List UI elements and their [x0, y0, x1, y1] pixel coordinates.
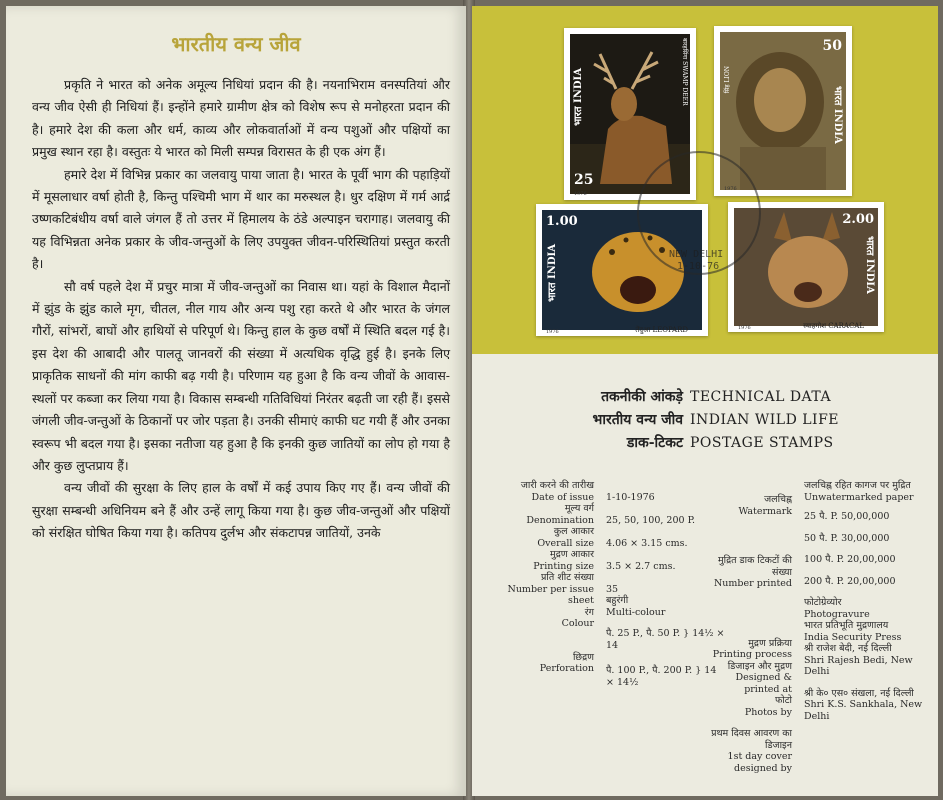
value-denomination: 25, 50, 100, 200 P.: [606, 514, 696, 526]
label-hi: मूल्य वर्ग: [564, 503, 594, 514]
label: Number per issue sheet: [507, 583, 594, 606]
essay-paragraph: हमारे देश में विभिन्न प्रकार का जलवायु पाया जाता है। भारत के पूर्वी भाग की पहाड़ियों में मूसलाधार वर्षा होती है, किन्तु पश्चिमी भाग में थार का मरुस्थल है। धुर दक्षिण में गर्म आर्द्र उष्णकटिबंधीय वर्षा वाले जंगल हैं तो उत्तर में हिमालय के ठंडे अल्पाइन चरागाह। जलवायु की यह विभिन्नता अनेक प्रकार के जीव-जन्तुओं के लिए उपयुक्त जीवन-परिस्थितियां प्रस्तुत करती है।: [32, 166, 450, 272]
heading-hi-1: तकनीकी आंकड़े: [601, 389, 683, 405]
perforation-group-2: पै. 100 P., पै. 200 P. } 14 × 14½: [606, 665, 717, 688]
stamp-country: भारत INDIA: [832, 86, 843, 144]
value-printing-size: 3.5 × 2.7 cms.: [606, 560, 676, 572]
value-fdc: Shri K.S. Sankhala, New Delhi: [804, 699, 923, 722]
printed-row: 25 पै. P. 50,00,000: [804, 511, 890, 522]
value-fdc-hi: श्री के० एस० संखला, नई दिल्ली: [804, 687, 914, 699]
stamp-year: 1976: [724, 186, 737, 192]
label-hi: डिजाइन और मुद्रण: [727, 660, 792, 672]
value-colour: Multi-colour: [606, 606, 666, 618]
value-process-hi: फोटोग्रेव्योर: [804, 597, 842, 608]
label: Overall size: [537, 537, 594, 549]
label: Watermark: [738, 505, 792, 517]
heading-en-3: POSTAGE STAMPS: [690, 435, 834, 451]
label-hi: फोटो: [774, 695, 792, 706]
value-photos: Shri Rajesh Bedi, New Delhi: [804, 654, 913, 677]
stamp-year: 1976: [546, 329, 559, 335]
stamp-value: 1.00: [546, 214, 578, 229]
stamp-year: 1976: [738, 325, 751, 331]
stamp-animal-name: तेंदुआ LEOPARD: [635, 326, 688, 334]
value-printer-hi: भारत प्रतिभूति मुद्रणालय: [804, 620, 889, 631]
label: 1st day cover designed by: [727, 751, 792, 774]
essay-paragraph: प्रकृति ने भारत को अनेक अमूल्य निधियां प्रदान की है। नयनाभिराम वनस्पतियां और वन्य जीव ऐसी ही निधियां हैं। इन्होंने हमारे ग्रामीण क्षेत्र को विशेष रूप से मनोहरता प्रदान की है। हमारे देश की कला और धर्म, काव्य और लोकवार्ताओं में वन्य पशुओं और पक्षियों का प्रमुख स्थान रहा है। वस्तुतः ये भारत को मिली सम्पन्न विरासत के ही एक अंग हैं।: [32, 77, 450, 160]
postmark-date: 1-10-76: [677, 261, 720, 272]
stamp-year: 1976: [574, 191, 587, 197]
value-overall-size: 4.06 × 3.15 cms.: [606, 537, 688, 549]
stamp-animal-name: बारहसिंगा SWAMP DEER: [681, 38, 688, 106]
stamp-country: भारत INDIA: [573, 68, 584, 126]
essay-text: [32, 74, 450, 545]
stamp-animal-name: सिंह LION: [724, 66, 731, 94]
label-hi: जलचिह्न: [764, 494, 792, 505]
essay-paragraph: सौ वर्ष पहले देश में प्रचुर मात्रा में जीव-जन्तुओं का निवास था। यहां के विशाल मैदानों में झुंड के झुंड काले मृग, चीतल, नील गाय और अन्य पशु रहा करते थे और भारत के जंगल गौरों, सांभरों, बाघों और हाथियों से परिपूर्ण थे। किन्तु हाल के कुछ वर्षों में स्थिति बदल गई है। इस देश की आबादी और पालतू जानवरों की संख्या में अत्यधिक वृद्धि हुई है। इनके लिए प्राकृतिक साधनों की मांग काफी बढ़ गयी है। परिणाम यह हुआ है कि वन्य जीवों के आवास-स्थलों पर कब्जा कर लिया गया है। विकास सम्बन्धी गतिविधियां निरंतर बढ़ती जा रही हैं। इससे जंगली जीव-जन्तुओं के ठिकानों पर जोर पड़ता है। उनकी सीमाएं काफी घट गयी हैं और उनका स्वरूप भी बदल गया है। इसका नतीजा यह हुआ है कि इनकी कुछ जातियों का लोप हो गया है और कुछ लुप्तप्राय हैं।: [32, 278, 450, 473]
heading-hi-2: भारतीय वन्य जीव: [592, 412, 683, 428]
value-watermark: Unwatermarked paper: [804, 491, 914, 503]
label: Colour: [561, 618, 594, 629]
label: Designed & printed at: [735, 672, 792, 695]
perforation-group-1: पै. 25 P., पै. 50 P. } 14½ × 14: [606, 628, 725, 651]
stamp-value: 2.00: [842, 212, 874, 227]
label-hi: प्रति शीट संख्या: [541, 572, 594, 583]
stamp-country: भारत INDIA: [864, 236, 875, 294]
page-title: भारतीय वन्य जीव: [171, 32, 301, 56]
printed-row: 50 पै. P. 30,00,000: [804, 532, 890, 544]
heading-en-1: TECHNICAL DATA: [690, 389, 832, 405]
value-process: Photogravure: [804, 608, 870, 620]
value-colour-hi: बहुरंगी: [606, 595, 629, 606]
value-photos-hi: श्री राजेश बेदी, नई दिल्ली: [804, 643, 892, 654]
label: Printing process: [712, 649, 792, 660]
label-hi: मुद्रण आकार: [550, 549, 594, 560]
right-page: [472, 6, 938, 796]
heading-hi-3: डाक-टिकट: [626, 435, 683, 451]
heading-en-2: INDIAN WILD LIFE: [690, 412, 839, 428]
stamp-value: 25: [574, 172, 594, 188]
label: Printing size: [533, 560, 594, 572]
stamp-country: भारत INDIA: [547, 244, 558, 302]
label: Denomination: [526, 514, 594, 526]
label-hi: मुद्रित डाक टिकटों की संख्या: [717, 555, 792, 578]
label-hi: मुद्रण प्रक्रिया: [748, 637, 792, 649]
label: Date of issue: [531, 491, 594, 503]
value-per-sheet: 35: [606, 583, 619, 595]
stamp-panel: [472, 6, 938, 354]
left-page: [6, 6, 466, 796]
label-hi: छिद्रण: [572, 651, 594, 663]
postmark-cancel: [637, 151, 761, 275]
essay-paragraph: वन्य जीवों की सुरक्षा के लिए हाल के वर्षों में कई उपाय किए गए हैं। वन्य जीवों की सुरक्षा सम्बन्धी अधिनियम बने हैं और उन्हें लागू किया गया है। कुछ जीव-जन्तुओं और पक्षियों को संरक्षित घोषित किया गया है। कतिपय दुर्लभ और संकटापन्न जातियों, उनके: [32, 480, 450, 541]
label-hi: प्रथम दिवस आवरण का डिजाइन: [711, 728, 792, 751]
label-hi: कुल आकार: [553, 526, 594, 537]
value-printer: India Security Press: [804, 631, 902, 643]
value-watermark-hi: जलचिह्न रहित कागज पर मुद्रित: [804, 480, 911, 491]
stamp-value: 50: [822, 38, 842, 54]
label: Number printed: [713, 578, 792, 589]
stamp-animal-name: स्याहगोश CARACAL: [803, 322, 864, 330]
label-hi: जारी करने की तारीख: [520, 480, 594, 491]
postmark-city: NEW DELHI: [669, 249, 724, 260]
printed-row: 200 पै. P. 20,00,000: [804, 575, 896, 587]
label: Perforation: [539, 663, 594, 674]
label: Photos by: [744, 706, 792, 718]
printed-row: 100 पै. P. 20,00,000: [804, 554, 896, 565]
value-date: 1-10-1976: [606, 491, 655, 503]
label-hi: रंग: [584, 606, 594, 618]
